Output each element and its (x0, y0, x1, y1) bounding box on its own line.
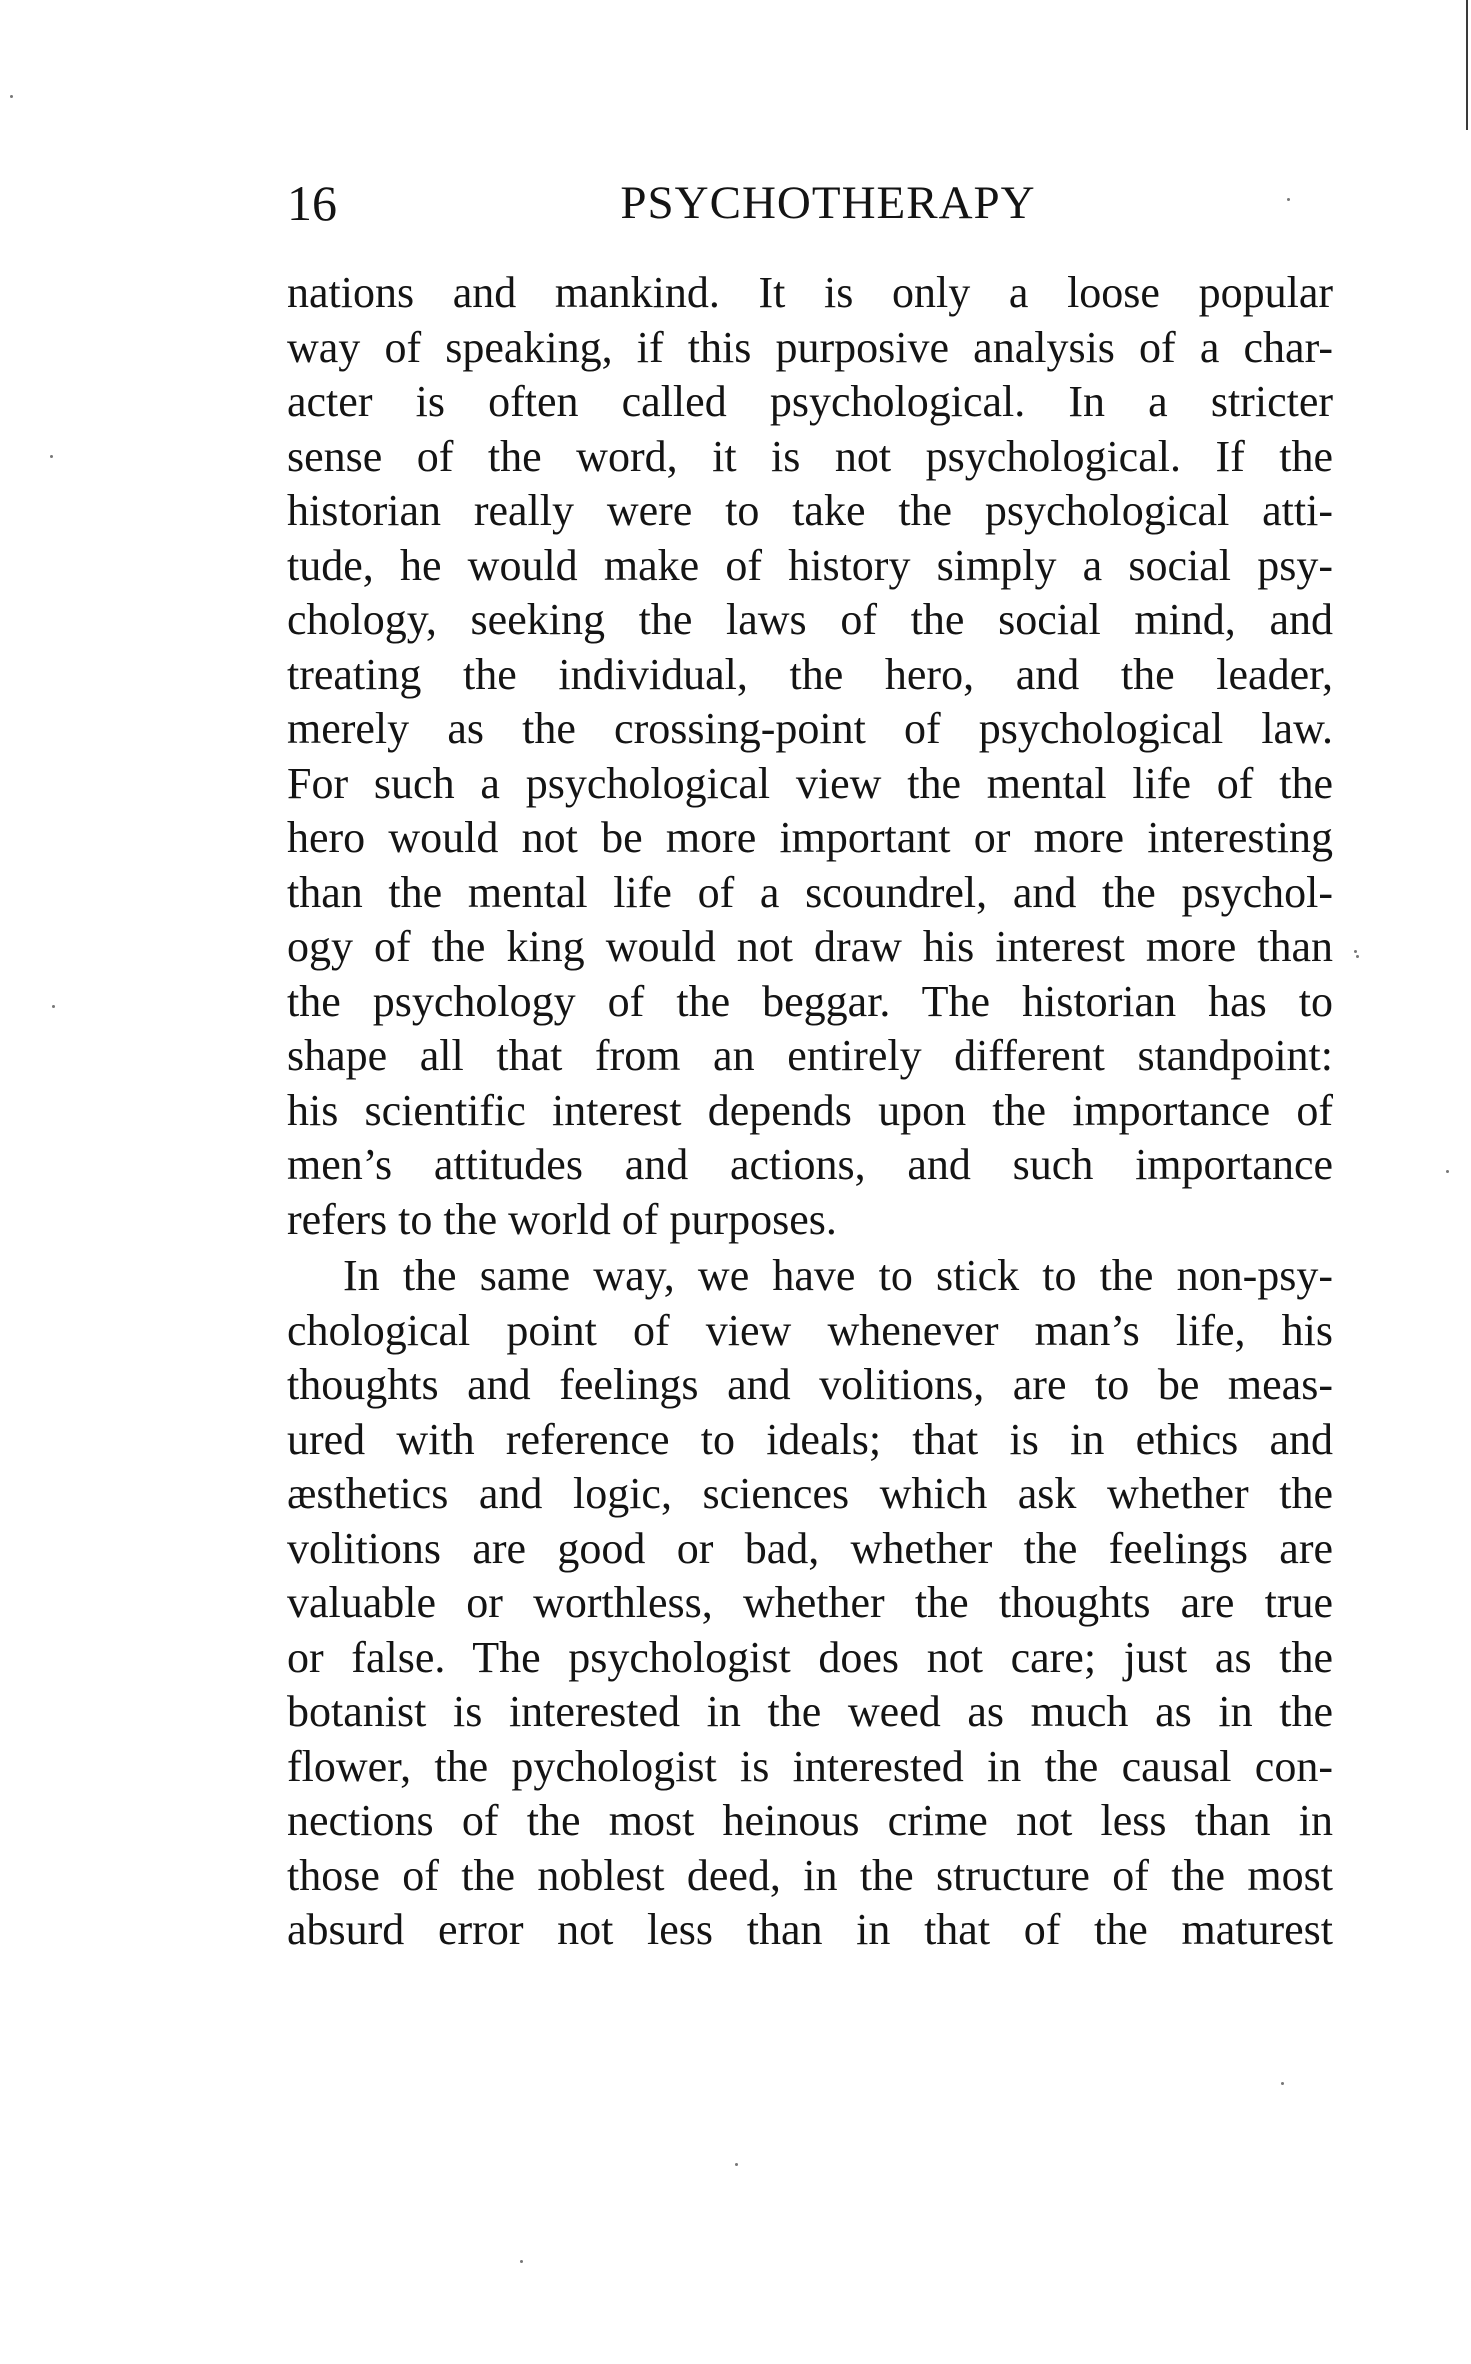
paragraph (287, 266, 1333, 1247)
text-line: ured with reference to ideals; that is in ethics and (287, 1414, 1333, 1464)
text-line: acter is often called psychological. In a stricter (287, 377, 1333, 426)
text-line: botanist is interested in the weed as much as in the (287, 1687, 1333, 1736)
text-line: his scientific interest depends upon the importance of (287, 1085, 1333, 1135)
text-line: chological point of view whenever man’s life, his (287, 1305, 1333, 1355)
text-line: refers to the world of purposes. (287, 1194, 837, 1244)
text-line: nections of the most heinous crime not less than in (287, 1796, 1333, 1845)
text-line: In the same way, we have to stick to the non-psy- (343, 1251, 1333, 1300)
text-line: merely as the crossing-point of psychological law. (287, 704, 1333, 753)
text-line: absurd error not less than in that of the maturest (287, 1905, 1333, 1954)
text-line: æsthetics and logic, sciences which ask whether the (287, 1469, 1333, 1518)
scan-speck (50, 455, 53, 458)
text-line: the psychology of the beggar. The historian has to (287, 976, 1333, 1026)
running-title: PSYCHOTHERAPY (620, 177, 1036, 229)
text-line: tude, he would make of history simply a social psy- (287, 540, 1333, 590)
text-line: sense of the word, it is not psychological. If the (287, 431, 1333, 481)
body-text (287, 266, 1333, 1958)
text-line: treating the individual, the hero, and the leader, (287, 649, 1333, 699)
text-line: volitions are good or bad, whether the feelings are (287, 1523, 1333, 1573)
text-line: historian really were to take the psychological atti- (287, 486, 1333, 535)
text-line: nations and mankind. It is only a loose popular (287, 268, 1333, 317)
scan-speck (1356, 955, 1359, 958)
scan-speck (1446, 1170, 1449, 1173)
scan-speck (520, 2260, 523, 2263)
scan-speck (1354, 950, 1357, 953)
scan-edge-line (1466, 0, 1468, 130)
running-head (287, 173, 1333, 233)
text-line: those of the noblest deed, in the structure of the most (287, 1850, 1333, 1900)
page-number: 16 (287, 175, 337, 231)
scan-speck (10, 95, 13, 98)
paragraph (287, 1249, 1333, 1958)
text-line: For such a psychological view the mental life of the (287, 758, 1333, 808)
text-line: flower, the pychologist is interested in the causal con- (287, 1741, 1333, 1791)
text-line: or false. The psychologist does not care; just as the (287, 1632, 1333, 1682)
scan-speck (1281, 2082, 1284, 2085)
scan-speck (52, 1005, 55, 1008)
text-line: valuable or worthless, whether the thoughts are true (287, 1578, 1333, 1627)
scan-speck (735, 2163, 738, 2166)
text-line: than the mental life of a scoundrel, and the psychol- (287, 867, 1333, 917)
text-line: chology, seeking the laws of the social mind, and (287, 595, 1333, 644)
text-line: way of speaking, if this purposive analysis of a char- (287, 322, 1333, 372)
text-line: men’s attitudes and actions, and such importance (287, 1140, 1333, 1189)
text-line: ogy of the king would not draw his interest more than (287, 922, 1333, 971)
text-line: hero would not be more important or more interesting (287, 813, 1333, 862)
text-line: shape all that from an entirely different standpoint: (287, 1031, 1333, 1080)
text-line: thoughts and feelings and volitions, are to be meas- (287, 1360, 1333, 1409)
